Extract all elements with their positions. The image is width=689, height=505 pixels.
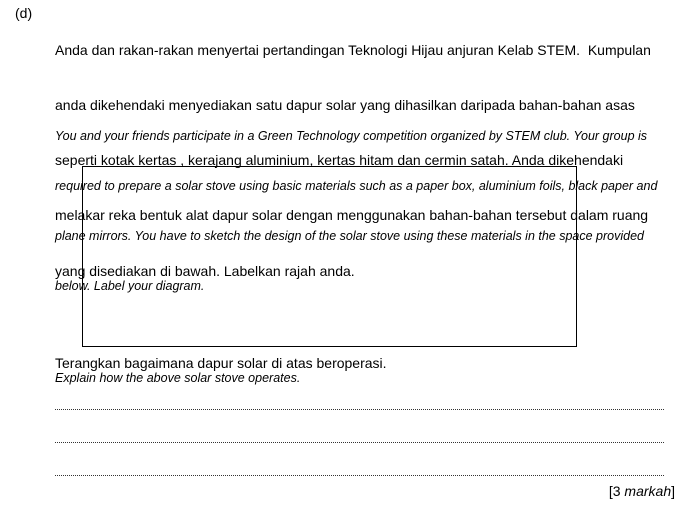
question-malay-line: yang disediakan di bawah. Labelkan rajah anda. xyxy=(55,262,355,279)
marks-close: ] xyxy=(671,483,675,499)
marks-open: [3 xyxy=(608,483,625,499)
answer-line[interactable] xyxy=(55,442,664,443)
answer-line[interactable] xyxy=(55,409,664,410)
question-english-line: plane mirrors. You have to sketch the design of the solar stove using these materials in the space provided xyxy=(55,228,644,243)
question-malay-line: anda dikehendaki menyediakan satu dapur solar yang dihasilkan daripada bahan-bahan asas xyxy=(55,97,635,114)
question-english-line: required to prepare a solar stove using basic materials such as a paper box, aluminium foils, black paper and xyxy=(55,178,658,193)
explain-prompt-malay: Terangkan bagaimana dapur solar di atas beroperasi. xyxy=(55,355,387,371)
question-malay-line: seperti kotak kertas , kerajang aluminium, kertas hitam dan cermin satah. Anda dikehendaki xyxy=(55,152,624,169)
question-malay-line: melakar reka bentuk alat dapur solar dengan menggunakan bahan-bahan tersebut dalam ruang xyxy=(55,207,649,224)
question-label: (d) xyxy=(15,5,33,21)
question-english-line: below. Label your diagram. xyxy=(55,278,205,293)
answer-line[interactable] xyxy=(55,475,664,476)
question-english-line: You and your friends participate in a Green Technology competition organized by STEM club. Your group is xyxy=(55,129,648,144)
marks-label xyxy=(609,483,675,499)
question-malay-line: Anda dan rakan-rakan menyertai pertandingan Teknologi Hijau anjuran Kelab STEM. Kumpulan xyxy=(55,41,651,58)
marks-word: markah xyxy=(624,483,672,499)
explain-prompt-english: Explain how the above solar stove operates. xyxy=(55,371,301,385)
sketch-answer-box[interactable] xyxy=(82,166,577,347)
